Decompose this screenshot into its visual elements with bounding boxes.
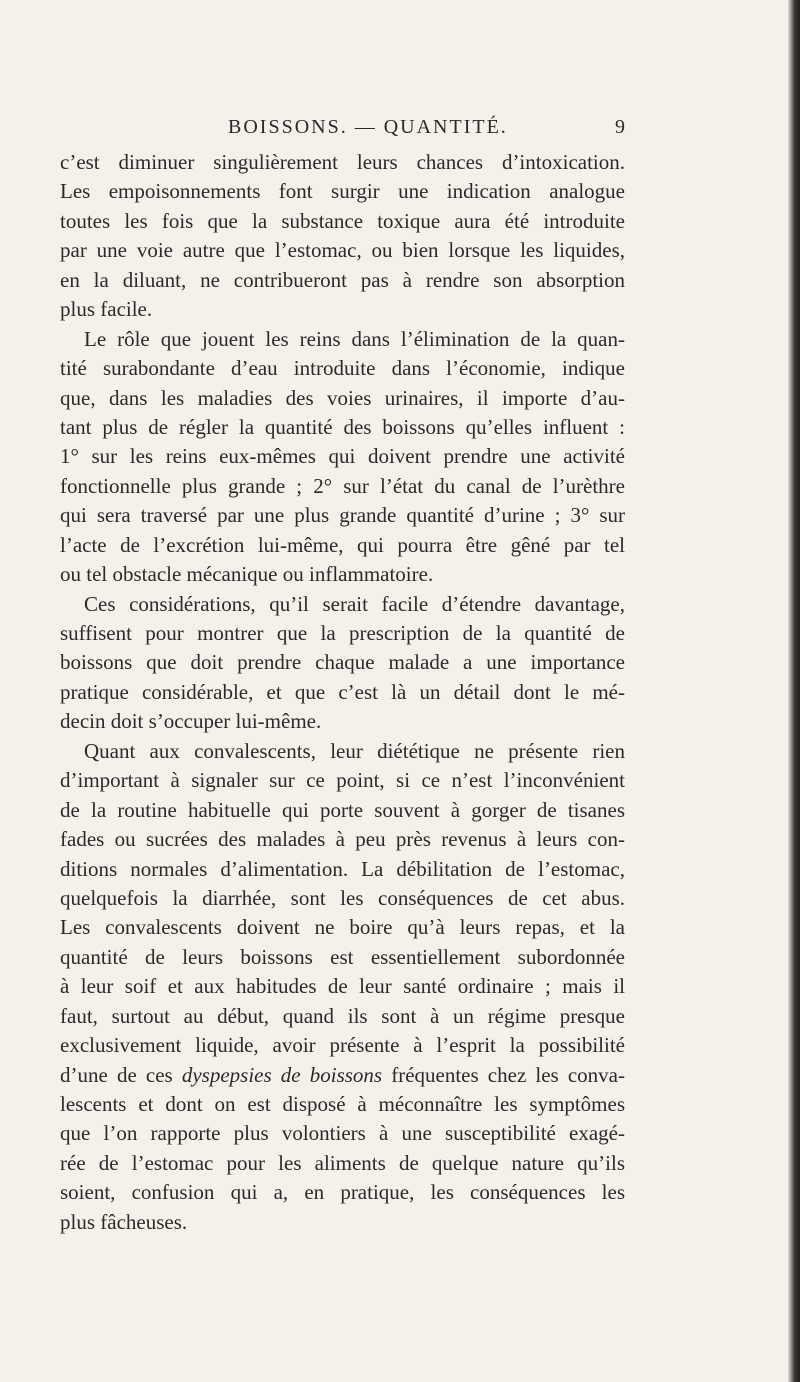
text-line: Les convalescents doivent ne boire qu’à leurs repas, et la bbox=[60, 915, 625, 940]
text-line: fonctionnelle plus grande ; 2° sur l’état du canal de l’urèthre bbox=[60, 473, 625, 498]
text-line: c’est diminuer singulièrement leurs chances d’intoxication. bbox=[60, 150, 625, 174]
page-number: 9 bbox=[615, 116, 625, 138]
text-fragment: fréquentes chez les conva- bbox=[382, 1062, 625, 1087]
text-line: ou tel obstacle mécanique ou inflammatoire. bbox=[60, 562, 434, 587]
page-edge-shadow bbox=[788, 0, 800, 1382]
text-line: boissons que doit prendre chaque malade a une importance bbox=[60, 650, 625, 675]
text-line: toutes les fois que la substance toxique aura été introduite bbox=[60, 208, 625, 233]
text-line: tant plus de régler la quantité des boissons qu’elles influent : bbox=[60, 414, 625, 439]
text-line: à leur soif et aux habitudes de leur santé ordinaire ; mais il bbox=[60, 974, 625, 999]
text-line: tité surabondante d’eau introduite dans l’économie, indique bbox=[60, 356, 625, 381]
text-line: l’acte de l’excrétion lui-même, qui pourra être gêné par tel bbox=[60, 532, 625, 557]
text-line: par une voie autre que l’estomac, ou bien lorsque les liquides, bbox=[60, 238, 625, 263]
text-line: exclusivement liquide, avoir présente à l’esprit la possibilité bbox=[60, 1033, 625, 1058]
text-line: ditions normales d’alimentation. La débilitation de l’estomac, bbox=[60, 856, 625, 881]
text-line: de la routine habituelle qui porte souvent à gorger de tisanes bbox=[60, 797, 625, 822]
text-line: lescents et dont on est disposé à méconnaître les symptômes bbox=[60, 1092, 625, 1116]
text-line: plus facile. bbox=[60, 297, 153, 322]
text-line: decin doit s’occuper lui-même. bbox=[60, 709, 322, 734]
text-line-with-italic bbox=[60, 1061, 625, 1090]
text-line: 1° sur les reins eux-mêmes qui doivent prendre une activité bbox=[60, 444, 625, 469]
text-line: rée de l’estomac pour les aliments de quelque nature qu’ils bbox=[60, 1150, 625, 1175]
text-line: Quant aux convalescents, leur diététique ne présente rien bbox=[84, 738, 625, 763]
text-line: soient, confusion qui a, en pratique, les conséquences les bbox=[60, 1180, 625, 1205]
text-line: d’important à signaler sur ce point, si ce n’est l’inconvénient bbox=[60, 768, 625, 793]
text-line: faut, surtout au début, quand ils sont à un régime presque bbox=[60, 1003, 625, 1028]
text-fragment: d’une de ces bbox=[60, 1062, 182, 1087]
text-line: plus fâcheuses. bbox=[60, 1209, 188, 1234]
text-line: pratique considérable, et que c’est là un détail dont le mé- bbox=[60, 679, 625, 704]
body-text bbox=[60, 148, 625, 1237]
text-line: fades ou sucrées des malades à peu près revenus à leurs con- bbox=[60, 827, 625, 852]
text-line: en la diluant, ne contribueront pas à rendre son absorption bbox=[60, 267, 625, 292]
text-line: Les empoisonnements font surgir une indication analogue bbox=[60, 179, 625, 204]
text-line: quantité de leurs boissons est essentiellement subordonnée bbox=[60, 944, 625, 969]
running-title: BOISSONS. — QUANTITÉ. bbox=[228, 116, 508, 138]
text-line: Ces considérations, qu’il serait facile d’étendre davantage, bbox=[84, 591, 625, 616]
text-line: que l’on rapporte plus volontiers à une susceptibilité exagé- bbox=[60, 1121, 625, 1146]
text-line: suffisent pour montrer que la prescription de la quantité de bbox=[60, 621, 625, 645]
italic-term: dyspepsies de boissons bbox=[181, 1062, 383, 1087]
text-line: qui sera traversé par une plus grande quantité d’urine ; 3° sur bbox=[60, 503, 625, 528]
text-line: quelquefois la diarrhée, sont les conséquences de cet abus. bbox=[60, 885, 625, 910]
text-line: que, dans les maladies des voies urinaires, il importe d’au- bbox=[60, 385, 625, 410]
text-line: Le rôle que jouent les reins dans l’élimination de la quan- bbox=[84, 326, 625, 351]
running-head bbox=[60, 116, 625, 146]
